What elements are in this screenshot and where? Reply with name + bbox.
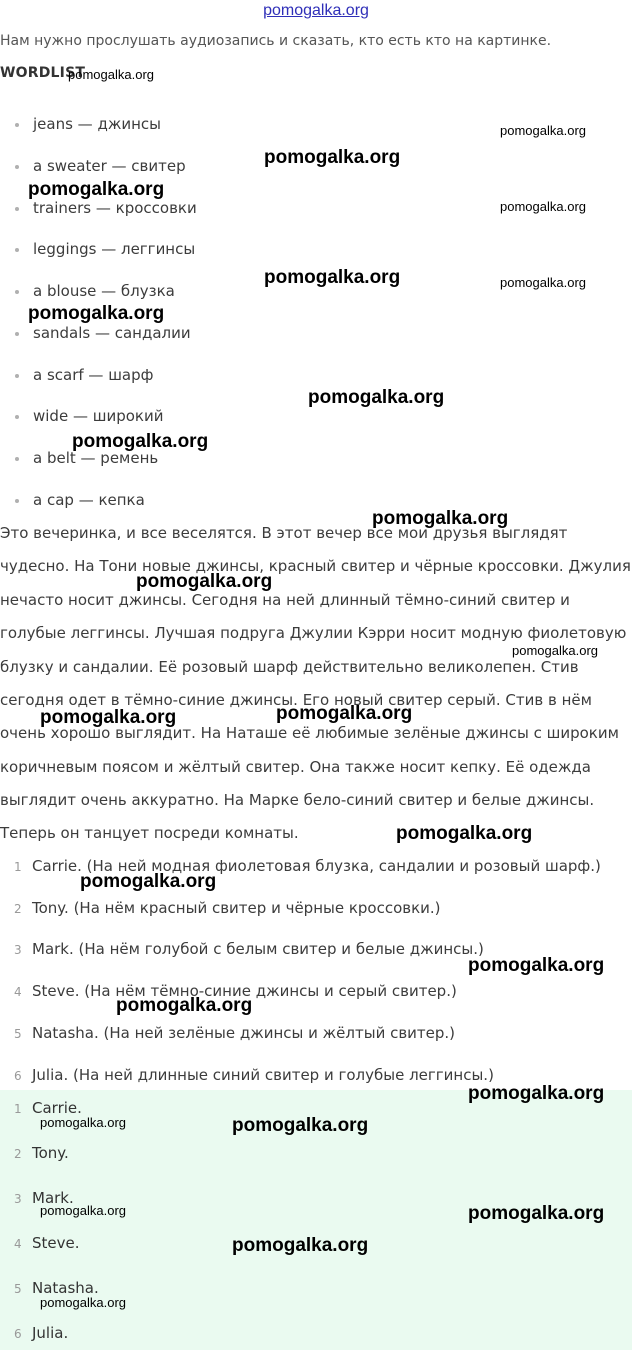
wordlist-item: a blouse — блузка [15, 282, 175, 300]
bullet-icon [15, 499, 19, 503]
wordlist-heading: WORDLIST [0, 65, 86, 81]
watermark: pomogalka.org [468, 1203, 605, 1224]
question-item: 6 Julia. (На ней длинные синий свитер и голубые леггинсы.) [14, 1066, 494, 1084]
story-line: коричневым поясом и жёлтый свитер. Она также носит кепку. Её одежда [0, 758, 591, 776]
answer-item: 1 Carrie. [14, 1099, 82, 1117]
bullet-icon [15, 415, 19, 419]
task-intro: Нам нужно прослушать аудиозапись и сказать, кто есть кто на картинке. [0, 33, 552, 49]
watermark: pomogalka.org [40, 707, 177, 728]
watermark: pomogalka.org [40, 1203, 126, 1218]
watermark: pomogalka.org [276, 703, 413, 724]
question-item: 5 Natasha. (На ней зелёные джинсы и жёлтый свитер.) [14, 1024, 456, 1042]
watermark: pomogalka.org [264, 267, 401, 288]
wordlist-item: wide — широкий [15, 407, 163, 425]
story-line: выглядит очень аккуратно. На Марке бело-синий свитер и белые джинсы. [0, 791, 595, 809]
watermark: pomogalka.org [500, 123, 586, 138]
bullet-icon [15, 374, 19, 378]
question-item: 2 Tony. (На нём красный свитер и чёрные кроссовки.) [14, 899, 441, 917]
watermark: pomogalka.org [512, 643, 598, 658]
site-header-link[interactable]: pomogalka.org [263, 2, 369, 19]
bullet-icon [15, 165, 19, 169]
watermark: pomogalka.org [468, 1083, 605, 1104]
story-line: нечасто носит джинсы. Сегодня на ней длинный тёмно-синий свитер и [0, 591, 570, 609]
story-line: чудесно. На Тони новые джинсы, красный свитер и чёрные кроссовки. Джулия [0, 557, 631, 575]
watermark: pomogalka.org [40, 1115, 126, 1130]
wordlist-item: jeans — джинсы [15, 115, 161, 133]
wordlist-item: leggings — леггинсы [15, 240, 195, 258]
story-line: Это вечеринка, и все веселятся. В этот вечер все мои друзья выглядят [0, 524, 568, 542]
watermark: pomogalka.org [372, 508, 509, 529]
bullet-icon [15, 123, 19, 127]
watermark: pomogalka.org [28, 179, 165, 200]
answer-item: 4 Steve. [14, 1234, 80, 1252]
watermark: pomogalka.org [500, 199, 586, 214]
question-item: 1 Carrie. (На ней модная фиолетовая блузка, сандалии и розовый шарф.) [14, 857, 601, 875]
answer-item: 2 Tony. [14, 1144, 69, 1162]
bullet-icon [15, 207, 19, 211]
watermark: pomogalka.org [116, 995, 253, 1016]
wordlist-item: a belt — ремень [15, 449, 158, 467]
question-item: 3 Mark. (На нём голубой с белым свитер и белые джинсы.) [14, 940, 484, 958]
story-line: голубые леггинсы. Лучшая подруга Джулии Кэрри носит модную фиолетовую [0, 624, 627, 642]
wordlist-item: trainers — кроссовки [15, 199, 197, 217]
wordlist-item: sandals — сандалии [15, 324, 191, 342]
story-line: очень хорошо выглядит. На Наташе её любимые зелёные джинсы с широким [0, 724, 619, 742]
story-line: Теперь он танцует посреди комнаты. [0, 824, 299, 842]
bullet-icon [15, 290, 19, 294]
watermark: pomogalka.org [68, 67, 154, 82]
bullet-icon [15, 332, 19, 336]
answer-item: 6 Julia. [14, 1324, 69, 1342]
watermark: pomogalka.org [468, 955, 605, 976]
watermark: pomogalka.org [264, 147, 401, 168]
watermark: pomogalka.org [500, 275, 586, 290]
bullet-icon [15, 248, 19, 252]
answer-item: 5 Natasha. [14, 1279, 99, 1297]
story-line: сегодня одет в тёмно-синие джинсы. Его новый свитер серый. Стив в нём [0, 691, 592, 709]
watermark: pomogalka.org [396, 823, 533, 844]
watermark: pomogalka.org [28, 303, 165, 324]
wordlist-item: a cap — кепка [15, 491, 145, 509]
story-line: блузку и сандалии. Её розовый шарф действительно великолепен. Стив [0, 658, 579, 676]
question-item: 4 Steve. (На нём тёмно-синие джинсы и серый свитер.) [14, 982, 457, 1000]
watermark: pomogalka.org [72, 431, 209, 452]
watermark: pomogalka.org [232, 1115, 369, 1136]
bullet-icon [15, 457, 19, 461]
watermark: pomogalka.org [232, 1235, 369, 1256]
answer-item: 3 Mark. [14, 1189, 74, 1207]
watermark: pomogalka.org [136, 571, 273, 592]
watermark: pomogalka.org [308, 387, 445, 408]
watermark: pomogalka.org [40, 1295, 126, 1310]
watermark: pomogalka.org [80, 871, 217, 892]
wordlist-item: a sweater — свитер [15, 157, 186, 175]
wordlist-item: a scarf — шарф [15, 366, 153, 384]
